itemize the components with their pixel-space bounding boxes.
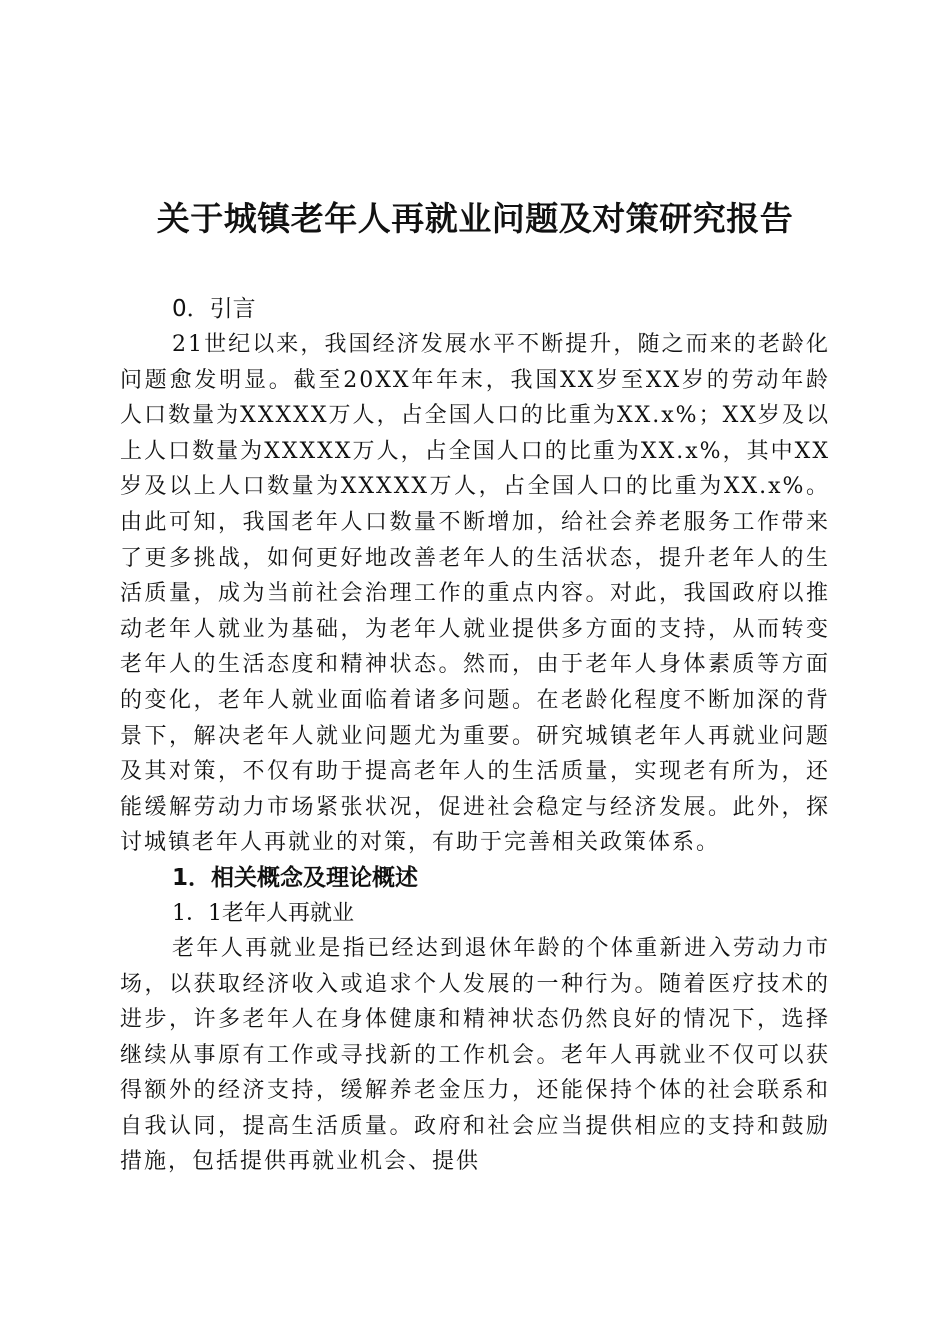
- subsection-heading-reemployment: 1．1老年人再就业: [172, 900, 354, 926]
- document-title: 关于城镇老年人再就业问题及对策研究报告: [156, 199, 794, 238]
- introduction-paragraph: 21世纪以来，我国经济发展水平不断提升，随之而来的老龄化问题愈发明显。截至20XX年年末，我国XX岁至XX岁的劳动年龄人口数量为XXXXX万人，占全国人口的比重为XX.x%；XX岁及以上人口数量为XXXXX万人，占全国人口的比重为XX.x%，其中XX岁及以上人口数量为XXXXX万人，占全国人口的比重为XX.x%。由此可知，我国老年人口数量不断增加，给社会养老服务工作带来了更多挑战，如何更好地改善老年人的生活状态，提升老年人的生活质量，成为当前社会治理工作的重点内容。对此，我国政府以推动老年人就业为基础，为老年人就业提供多方面的支持，从而转变老年人的生活态度和精神状态。然而，由于老年人身体素质等方面的变化，老年人就业面临着诸多问题。在老龄化程度不断加深的背景下，解决老年人就业问题尤为重要。研究城镇老年人再就业问题及其对策，不仅有助于提高老年人的生活质量，实现老有所为，还能缓解劳动力市场紧张状况，促进社会稳定与经济发展。此外，探讨城镇老年人再就业的对策，有助于完善相关政策体系。: [120, 332, 830, 856]
- section-heading-concepts: 1．相关概念及理论概述: [172, 864, 419, 891]
- document-body: [120, 292, 830, 1180]
- section-heading-introduction: 0．引言: [172, 296, 256, 322]
- reemployment-paragraph: 老年人再就业是指已经达到退休年龄的个体重新进入劳动力市场，以获取经济收入或追求个人发展的一种行为。随着医疗技术的进步，许多老年人在身体健康和精神状态仍然良好的情况下，选择继续从事原有工作或寻找新的工作机会。老年人再就业不仅可以获得额外的经济支持，缓解养老金压力，还能保持个体的社会联系和自我认同，提高生活质量。政府和社会应当提供相应的支持和鼓励措施，包括提供再就业机会、提供: [120, 935, 830, 1175]
